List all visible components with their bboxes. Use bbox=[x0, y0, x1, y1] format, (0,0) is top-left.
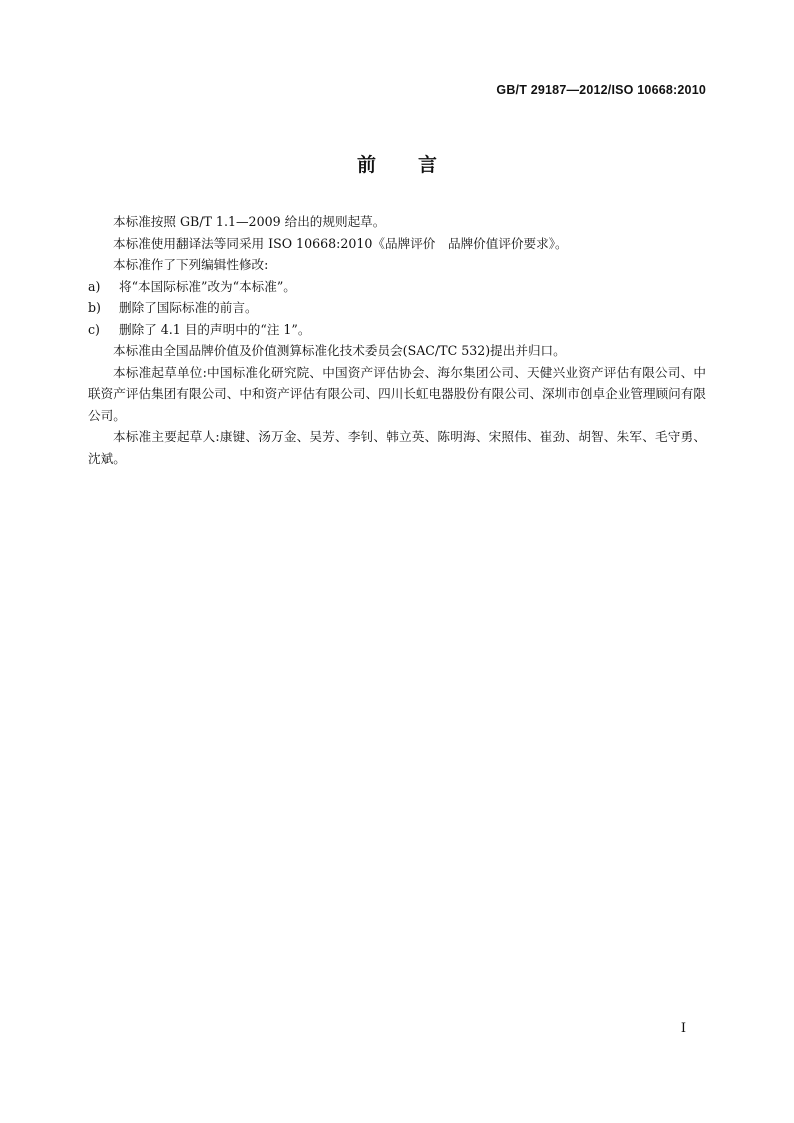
list-marker: c) bbox=[88, 321, 100, 337]
paragraph-drafting-units: 本标准起草单位:中国标准化研究院、中国资产评估协会、海尔集团公司、天健兴业资产评估有限公司、中联资产评估集团有限公司、中和资产评估有限公司、四川长虹电器股份有限公司、深圳市创卓企业管理顾问有限公司。 bbox=[88, 364, 706, 423]
list-item-text: 删除了国际标准的前言。 bbox=[119, 300, 258, 315]
page-number: I bbox=[680, 1021, 686, 1036]
document-body bbox=[88, 211, 706, 469]
list-item bbox=[88, 276, 706, 298]
paragraph-adoption: 本标准使用翻译法等同采用 ISO 10668:2010《品牌评价 品牌价值评价要求》。 bbox=[113, 235, 568, 251]
standard-number: GB/T 29187—2012/ISO 10668:2010 bbox=[496, 83, 706, 97]
paragraph-edits-intro: 本标准作了下列编辑性修改: bbox=[113, 257, 269, 272]
paragraph-proposer: 本标准由全国品牌价值及价值测算标准化技术委员会(SAC/TC 532)提出并归口。 bbox=[113, 343, 566, 358]
list-marker: b) bbox=[88, 300, 101, 315]
list-item-text: 删除了 4.1 目的声明中的“注 1”。 bbox=[119, 321, 311, 337]
paragraph-drafting-rules: 本标准按照 GB/T 1.1—2009 给出的规则起草。 bbox=[113, 214, 386, 229]
page-title: 前言 bbox=[356, 154, 479, 176]
list-item bbox=[88, 297, 706, 319]
list-marker: a) bbox=[88, 278, 101, 294]
list-item bbox=[88, 319, 706, 341]
paragraph-drafters: 本标准主要起草人:康键、汤万金、吴芳、李钊、韩立英、陈明海、宋照伟、崔劲、胡智、朱军、毛守勇、沈斌。 bbox=[88, 429, 706, 466]
list-item-text: 将“本国际标准”改为“本标准”。 bbox=[119, 278, 296, 294]
